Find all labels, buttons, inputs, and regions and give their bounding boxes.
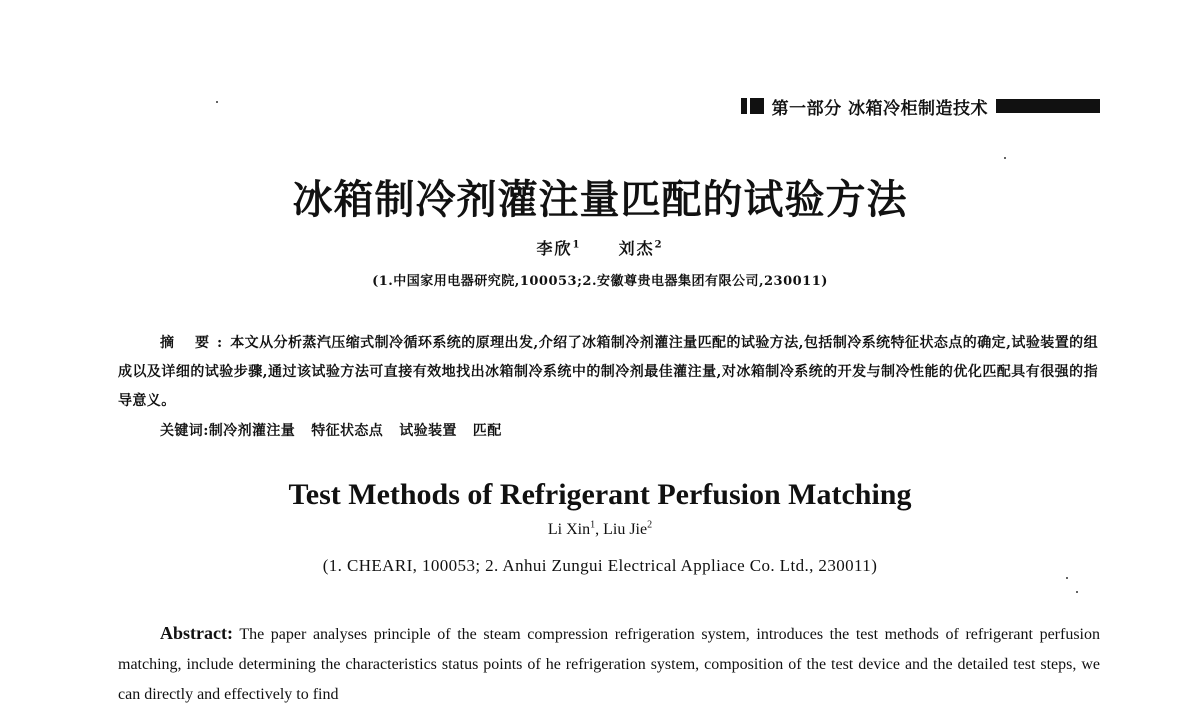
affiliation-cn: (1.中国家用电器研究院,100053;2.安徽尊贵电器集团有限公司,230011): [372, 274, 828, 289]
author-name: 李欣: [536, 239, 573, 258]
author-affil-marker: 2: [647, 519, 653, 531]
running-header-text: 第一部分 冰箱冷柜制造技术: [771, 98, 988, 119]
abstract-cn-text: 本文从分析蒸汽压缩式制冷循环系统的原理出发,介绍了冰箱制冷剂灌注量匹配的试验方法,包括制冷系统特征状态点的确定,试验装置的组成以及详细的试验步骤,通过该试验方法可直接有效地找出冰箱制冷系统中的制冷剂最佳灌注量,对冰箱制冷系统的开发与制冷性能的优化匹配具有很强的指导意义。: [118, 335, 1099, 409]
keywords-cn: [160, 420, 518, 440]
authors-cn: [0, 236, 1200, 259]
author-affil-marker: 1: [572, 239, 582, 251]
keyword: 试验装置: [399, 423, 457, 439]
scan-speck: [1076, 591, 1078, 593]
scan-speck: [216, 101, 218, 103]
scan-speck: [1004, 157, 1006, 159]
scan-speck: [1066, 577, 1068, 579]
abstract-cn-label: 摘 要:: [160, 335, 231, 351]
author-separator: ,: [595, 521, 604, 538]
affiliation-en: (1. CHEARI, 100053; 2. Anhui Zungui Electrical Appliace Co. Ltd., 230011): [322, 556, 878, 575]
keywords-cn-label: 关键词:: [160, 423, 209, 439]
header-bar-decoration: [996, 99, 1100, 113]
authors-en: [0, 521, 1200, 539]
running-header: [741, 92, 1100, 120]
paper-title-cn: 冰箱制冷剂灌注量匹配的试验方法: [292, 176, 908, 223]
author-name: Li Xin: [547, 521, 591, 538]
keyword: 匹配: [472, 423, 502, 439]
abstract-en-label: Abstract:: [160, 623, 233, 643]
keyword: 特征状态点: [311, 423, 384, 439]
abstract-en-text: The paper analyses principle of the steam compression refrigeration system, introduces the test methods of refrigerant perfusion matching, include determining the characteristics status points of he refrigeration system, composition of the test device and the detailed test steps, we can directly and effectively to find: [118, 626, 1100, 703]
abstract-en: [118, 618, 1100, 710]
author-name: Liu Jie: [603, 521, 648, 538]
header-marker-icon: [741, 98, 764, 114]
author-affil-marker: 1: [590, 519, 596, 531]
paper-title-en: Test Methods of Refrigerant Perfusion Matching: [288, 478, 912, 511]
author-affil-marker: 2: [654, 239, 664, 251]
abstract-cn: [118, 329, 1098, 416]
author-name: 刘杰: [618, 239, 655, 258]
keyword: 制冷剂灌注量: [208, 423, 296, 439]
